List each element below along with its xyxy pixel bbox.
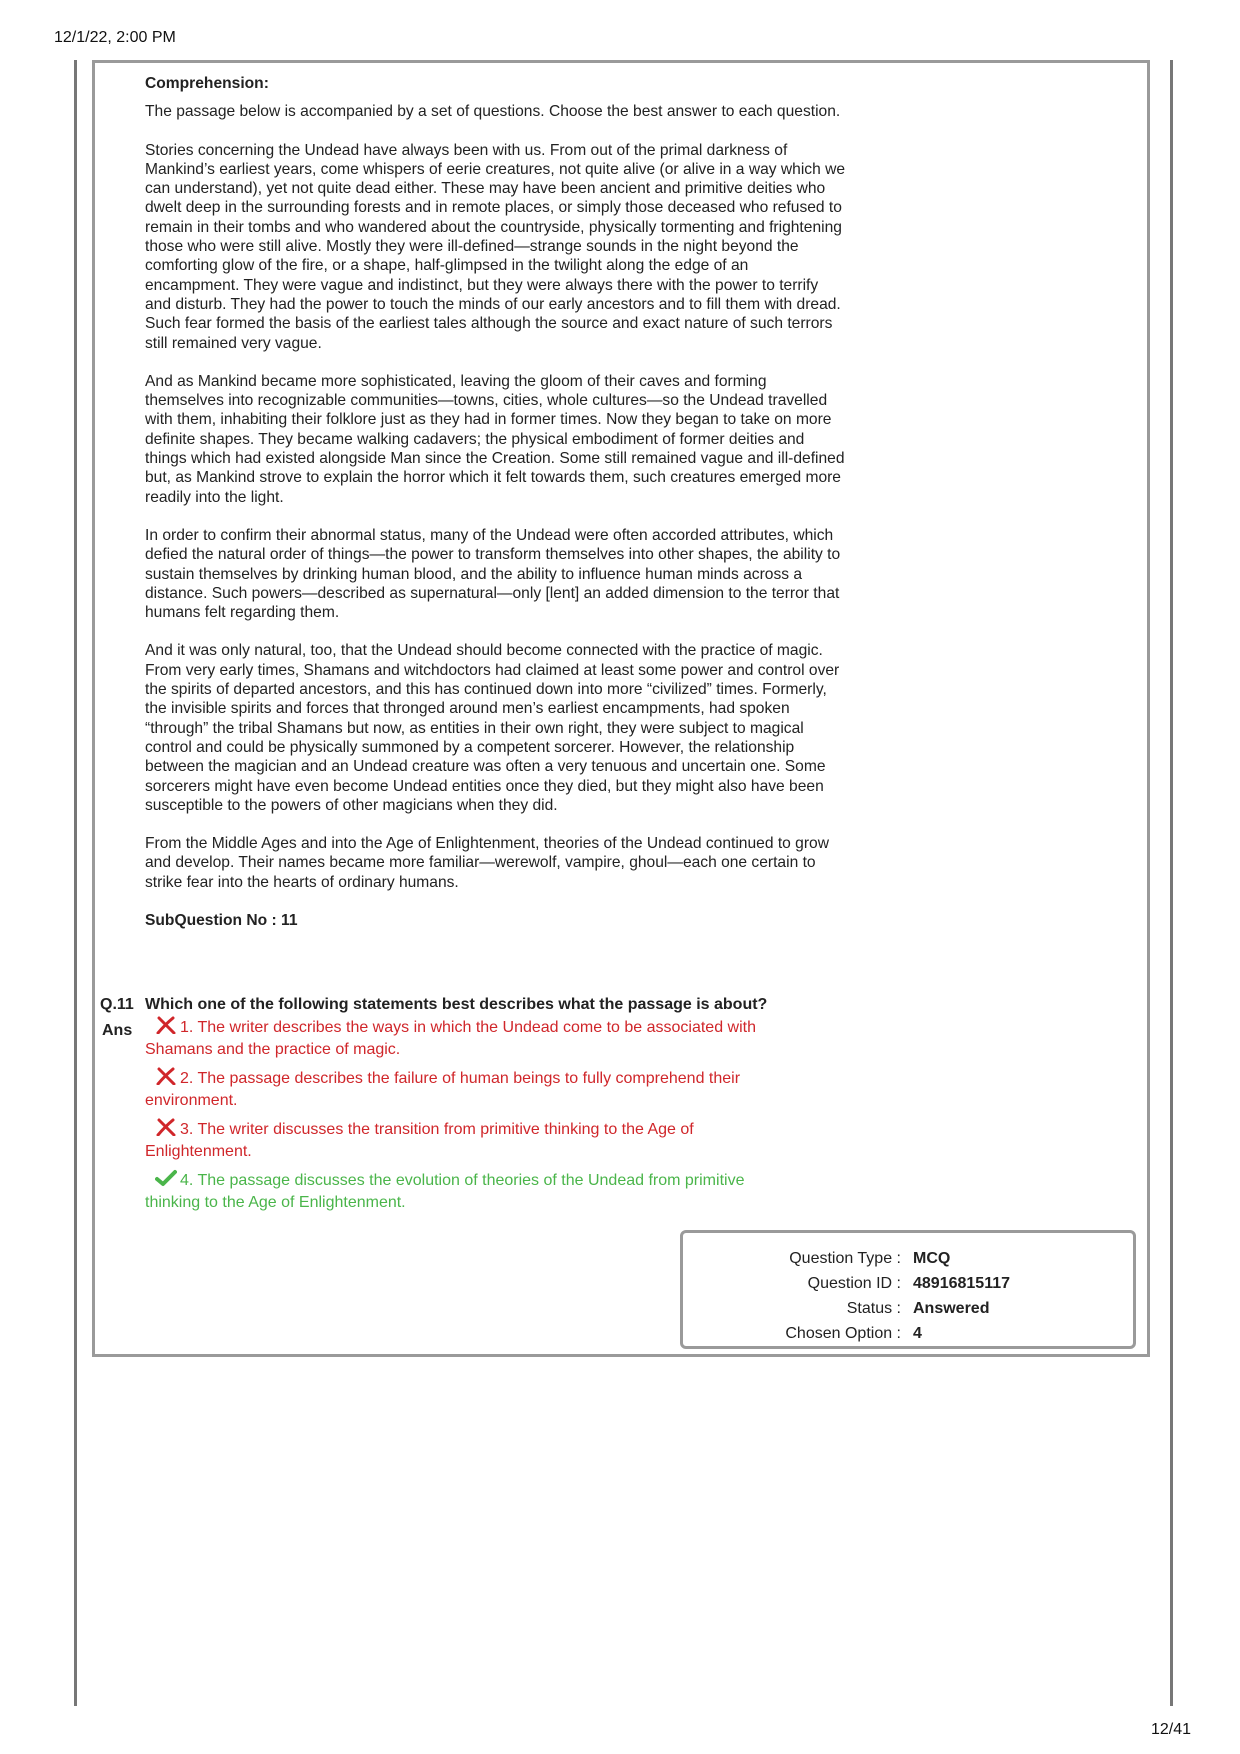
option-text: 1. The writer describes the ways in which the Undead come to be associated with Shamans and the practice of magic. — [145, 1019, 756, 1058]
question-text: Which one of the following statements best describes what the passage is about? — [145, 996, 768, 1013]
passage-paragraph: Stories concerning the Undead have always been with us. From out of the primal darkness of Mankind’s earliest years, come whispers of eerie creatures, not quite alive (or alive in a way which we can understand), yet not quite dead either. These may have been ancient and primitive deities who dwelt deep in the surrounding forests and in remote places, or simply those deceased who refused to remain in their tombs and who wandered about the countryside, physically tormenting and frightening those who were still alive. Mostly they were ill-defined—strange sounds in the night beyond the comforting glow of the fire, or a shape, half-glimpsed in the twilight along the edge of an encampment. They were vague and indistinct, but they were always there with the power to terrify and disturb. They had the power to touch the minds of our early ancestors and to fill them with dread. Such fear formed the basis of the earliest tales although the source and exact nature of such terrors still remained very vague. — [145, 141, 846, 352]
subquestion-number: SubQuestion No : 11 — [145, 911, 298, 929]
option-2 — [145, 1067, 785, 1112]
left-margin-rule — [74, 60, 77, 1706]
passage-paragraph: And it was only natural, too, that the Undead should become connected with the practice of magic. From very early times, Shamans and witchdoctors had claimed at least some power and control over the spirits of departed ancestors, and this has continued down into more “civilized” times. Formerly, the invisible spirits and forces that thronged around men’s earliest encampments, had spoken “through” the tribal Shamans but now, as entities in their own right, they were subject to magical control and could be physically summoned by a competent sorcerer. However, the relationship between the magician and an Undead creature was often a very tenuous and uncertain one. Some sorcerers might have even become Undead entities once they died, but they might also have been susceptible to the powers of other magicians when they did. — [145, 642, 840, 814]
cross-icon — [155, 1118, 177, 1136]
option-text: 4. The passage discusses the evolution of theories of the Undead from primitive thinking to the Age of Enlightenment. — [145, 1172, 745, 1211]
check-icon — [155, 1169, 177, 1187]
passage-paragraph: In order to confirm their abnormal status, many of the Undead were often accorded attributes, which defied the natural order of things—the power to transform themselves into other shapes, the ability to sustain themselves by drinking human blood, and the ability to influence human minds across a distance. Such powers—described as supernatural—only [lent] an added dimension to the terror that humans felt regarding them. — [145, 526, 841, 622]
option-4 — [145, 1169, 785, 1214]
answer-options — [145, 1016, 785, 1220]
print-timestamp: 12/1/22, 2:00 PM — [54, 29, 176, 46]
passage-paragraph: From the Middle Ages and into the Age of Enlightenment, theories of the Undead continued to grow and develop. Their names became more familiar—werewolf, vampire, ghoul—each one certain to strike fear into the hearts of ordinary humans. — [145, 835, 829, 891]
info-question-id: Question ID : 48916815117 — [807, 1275, 1010, 1292]
comprehension-section — [145, 74, 845, 935]
cross-icon — [155, 1016, 177, 1034]
option-3 — [145, 1118, 785, 1163]
page-number: 12/41 — [1150, 1721, 1191, 1738]
option-1 — [145, 1016, 785, 1061]
info-question-type: Question Type : MCQ — [789, 1250, 951, 1267]
answer-label: Ans — [102, 1022, 133, 1039]
comprehension-instructions: The passage below is accompanied by a set of questions. Choose the best answer to each question. — [145, 103, 841, 121]
right-margin-rule — [1170, 60, 1173, 1706]
question-info-box — [680, 1230, 1136, 1349]
info-chosen-option: Chosen Option : 4 — [785, 1325, 922, 1342]
info-status: Status : Answered — [846, 1300, 990, 1317]
question-number: Q.11 — [100, 996, 134, 1013]
cross-icon — [155, 1067, 177, 1085]
passage-paragraph: And as Mankind became more sophisticated, leaving the gloom of their caves and forming themselves into recognizable communities—towns, cities, whole cultures—so the Undead travelled with them, inhabiting their folklore just as they had in former times. Now they began to take on more definite shapes. They became walking cadavers; the physical embodiment of former deities and things which had existed alongside Man since the Creation. Some still remained vague and ill-defined but, as Mankind strove to explain the horror which it felt towards them, such creatures emerged more readily into the light. — [145, 372, 845, 506]
option-text: 2. The passage describes the failure of human beings to fully comprehend their environment. — [145, 1070, 741, 1109]
option-text: 3. The writer discusses the transition from primitive thinking to the Age of Enlightenment. — [145, 1121, 694, 1160]
comprehension-heading: Comprehension: — [145, 75, 269, 92]
